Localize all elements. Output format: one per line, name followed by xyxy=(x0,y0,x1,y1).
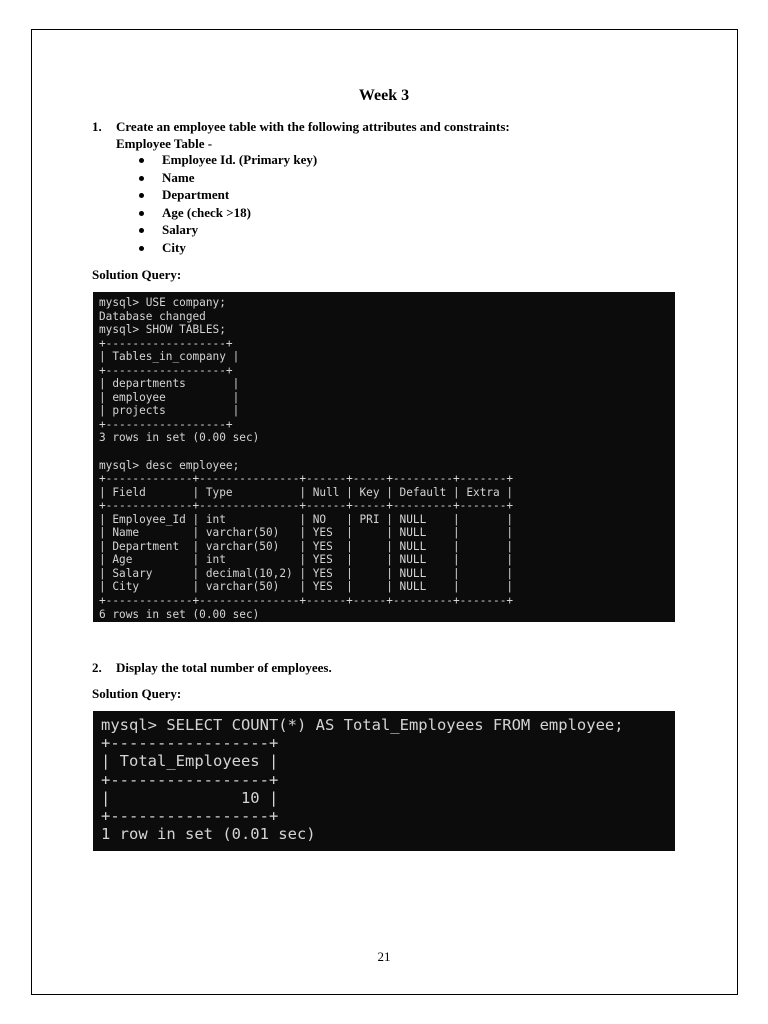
terminal-line: | Age | int | YES | | NULL | | xyxy=(99,553,514,567)
terminal-screenshot-2 xyxy=(93,711,675,851)
terminal-line: +-----------------+ xyxy=(101,734,279,753)
question-1-text: Create an employee table with the following attributes and constraints: xyxy=(116,119,510,134)
page-title: Week 3 xyxy=(358,87,410,104)
terminal-line: | Employee_Id | int | NO | PRI | NULL | | xyxy=(99,512,514,526)
terminal-line: | 10 | xyxy=(101,788,279,807)
list-item: Salary xyxy=(116,221,317,239)
terminal-line: | Total_Employees | xyxy=(101,752,279,771)
question-2-number: 2. xyxy=(92,660,102,675)
terminal-line: | Salary | decimal(10,2) | YES | | NULL | | xyxy=(99,566,514,580)
terminal-line: | projects | xyxy=(99,404,240,418)
solution-label-1: Solution Query: xyxy=(92,267,182,282)
solution-label-2: Solution Query: xyxy=(92,686,182,701)
question-2-text: Display the total number of employees. xyxy=(116,660,332,675)
bullet-icon xyxy=(139,228,144,233)
terminal-line xyxy=(99,445,675,459)
terminal-line: +-------------+---------------+------+-----+---------+-------+ xyxy=(99,472,514,486)
bullet-icon xyxy=(139,193,144,198)
terminal-line: +-----------------+ xyxy=(101,770,279,789)
terminal-line: mysql> SHOW TABLES; xyxy=(99,323,226,337)
terminal-screenshot-1 xyxy=(93,292,675,622)
terminal-line: +-------------+---------------+------+-----+---------+-------+ xyxy=(99,594,514,608)
terminal-line: 6 rows in set (0.00 sec) xyxy=(99,607,260,621)
question-1-subheading: Employee Table - xyxy=(116,136,213,151)
terminal-line: | Name | varchar(50) | YES | | NULL | | xyxy=(99,526,514,540)
list-item: Department xyxy=(116,186,317,204)
terminal-line: +-----------------+ xyxy=(101,807,279,826)
terminal-line: +------------------+ xyxy=(99,363,233,377)
terminal-line: | departments | xyxy=(99,377,240,391)
bullet-icon xyxy=(139,211,144,216)
terminal-line: +------------------+ xyxy=(99,417,233,431)
bullet-icon xyxy=(139,176,144,181)
terminal-line: mysql> USE company; xyxy=(99,296,226,309)
terminal-line: 1 row in set (0.01 sec) xyxy=(101,825,316,844)
page-number: 21 xyxy=(377,949,391,964)
terminal-line: Database changed xyxy=(99,309,206,323)
question-1-number: 1. xyxy=(92,119,102,134)
terminal-line: | Field | Type | Null | Key | Default | Extra | xyxy=(99,485,514,499)
terminal-line: +------------------+ xyxy=(99,336,233,350)
list-item: City xyxy=(116,239,317,257)
bullet-icon xyxy=(139,158,144,163)
terminal-line: mysql> desc employee; xyxy=(99,458,240,472)
terminal-line: | Department | varchar(50) | YES | | NULL | | xyxy=(99,539,514,553)
terminal-line: | City | varchar(50) | YES | | NULL | | xyxy=(99,580,514,594)
terminal-line: mysql> SELECT COUNT(*) AS Total_Employees FROM employee; xyxy=(101,716,624,734)
terminal-line: +-------------+---------------+------+-----+---------+-------+ xyxy=(99,499,514,513)
terminal-line: | employee | xyxy=(99,390,240,404)
list-item: Name xyxy=(116,169,317,187)
terminal-line: | Tables_in_company | xyxy=(99,350,240,364)
list-item: Age (check >18) xyxy=(116,204,317,222)
terminal-line: 3 rows in set (0.00 sec) xyxy=(99,431,260,445)
list-item: Employee Id. (Primary key) xyxy=(116,151,317,169)
attribute-list xyxy=(116,151,317,257)
bullet-icon xyxy=(139,246,144,251)
